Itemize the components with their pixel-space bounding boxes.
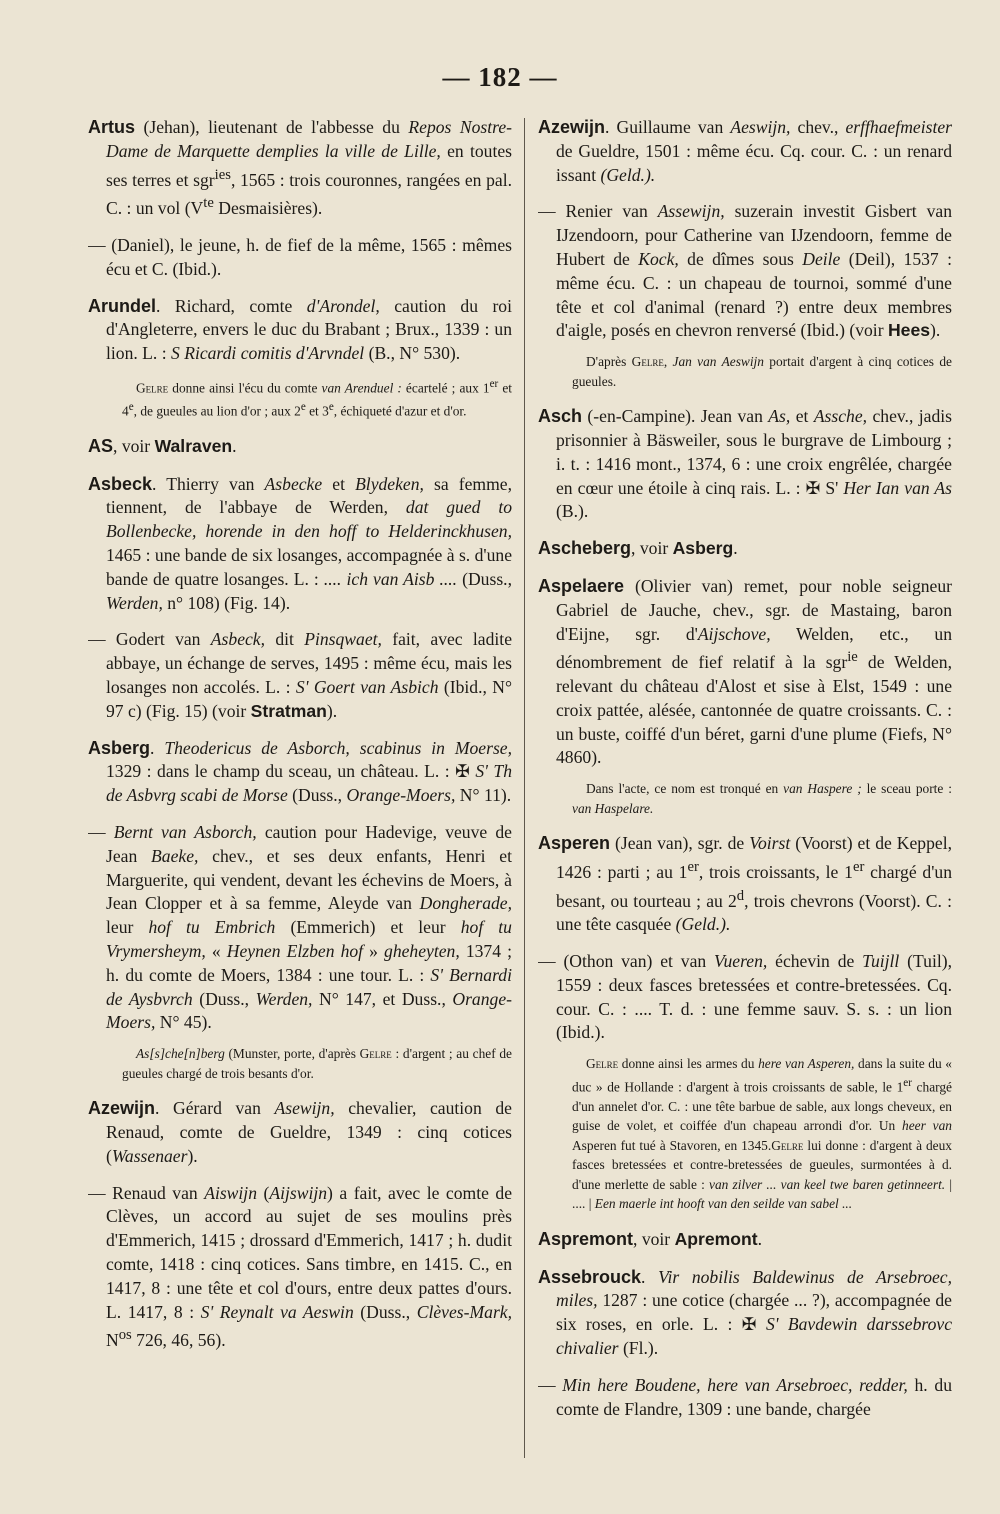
armorial-entry [538, 405, 952, 524]
text-run: ies [214, 166, 231, 183]
text-run: Theodericus de Asborch, scabinus in Moerse, [164, 737, 512, 758]
text-run: 1329 : dans le champ du sceau, un château. L. : ✠ [106, 761, 476, 782]
text-run: S' Th de Asbvrg scabi de Morse [106, 761, 512, 806]
text-run: Her Ian van As [843, 477, 952, 498]
column-divider [524, 118, 525, 1458]
text-run: » [363, 940, 385, 961]
text-run: Gelre [136, 380, 169, 396]
entry-headword: Aspelaere [538, 575, 625, 596]
text-run: de Welden, relevant du château d'Alost et sise à Elst, 1549 : une croix pattée, alésée, cantonnée de quatre croissants. C. : un buste, coiffé d'un béret, garni d'une plume (Fiefs, N° 4860). [556, 652, 952, 768]
text-run: er [687, 858, 699, 875]
text-run: Gelre [359, 1046, 392, 1062]
text-run: Aijschove, [697, 623, 771, 644]
text-run: échevin de [767, 951, 863, 972]
text-run: (Tuil), 1559 : deux fasces bretessées et contre-bretessées. Cq. cour. C. : .... T. d. : une femme sauv. S. s. : un lion (Ibid.). [556, 951, 952, 1043]
text-run: donne ainsi l'écu du comte [168, 380, 322, 396]
text-run: 726, 46, 56). [131, 1330, 226, 1351]
text-run: ). [187, 1145, 198, 1166]
text-run: van Arenduel : [321, 380, 402, 396]
text-run: Werden, [255, 988, 313, 1009]
text-run: e [328, 400, 334, 413]
armorial-entry [538, 832, 952, 937]
text-run: , 1565 : trois couronnes, rangées en pal. C. : un vol (V [106, 169, 512, 219]
text-run: er [489, 377, 499, 390]
text-run: d'Arondel, [306, 295, 380, 316]
text-run: (Emmerich) et leur [275, 917, 461, 938]
sub-entry [88, 1182, 512, 1353]
left-column [88, 116, 512, 1486]
page-number: — 182 — [442, 62, 558, 92]
text-run: van zilver ... van keel twe baren getinneert. [709, 1176, 946, 1192]
text-run: te [203, 195, 214, 212]
text-run: . Guillaume van [605, 117, 731, 137]
text-run: here van Asperen, [758, 1056, 855, 1072]
text-run: , voir [113, 435, 155, 456]
text-run: (Ibid., N° 97 c) (Fig. 15) (voir [106, 677, 512, 721]
right-column [538, 116, 952, 1486]
text-run: er [903, 1076, 912, 1089]
text-run: « [205, 940, 227, 961]
text-run: — (Othon van) et van [538, 951, 715, 972]
entry-headword: Asch [538, 406, 583, 427]
text-run: Asbecke [264, 473, 323, 494]
text-run: dat gued to Bollenbecke, horende in den hoff to Helderinckhusen, [106, 497, 512, 542]
sub-entry [538, 200, 952, 343]
text-run: fait, avec ladite abbaye, un échange de serves, 1495 : même écu, mais les losanges non accolés. L. : [106, 629, 512, 697]
text-run: leur [106, 917, 149, 938]
text-run: Orange-Moers, [346, 785, 456, 806]
text-run: (B., N° 530). [364, 343, 461, 364]
cross-reference: Stratman [250, 700, 327, 721]
text-run: 1465 : une bande de six losanges, accompagnée à s. d'une bande de quatre losanges. L. : [106, 545, 512, 589]
text-run: Aiswijn [204, 1182, 257, 1203]
text-run: (Deil), 1537 : même écu. C. : un chapeau de tournoi, sommé d'une tête et col d'animal (renard ?) entre deux membres d'aigle, posés en chevron renversé (Ibid.) (voir [556, 248, 952, 341]
text-run: (Voorst) et de Keppel, 1426 : parti ; au 1 [556, 833, 952, 882]
text-run: d [736, 887, 745, 904]
text-run: . [232, 435, 237, 456]
text-run: S' Reynalt va Aeswin [200, 1301, 354, 1322]
text-run: dit [265, 629, 305, 650]
cross-reference: Hees [887, 320, 931, 341]
text-run: Baeke, [151, 845, 199, 866]
text-run: S' Bavdewin darssebrovc chivalier [556, 1314, 952, 1358]
text-run: , voir [633, 1228, 675, 1249]
text-run: Orange-Moers, [106, 988, 512, 1033]
footnote-paragraph [88, 1044, 512, 1083]
text-run: chev., [790, 117, 846, 137]
text-run: As[s]che[n]berg [136, 1046, 225, 1062]
text-run: van Haspere ; [783, 781, 862, 797]
sub-entry [88, 234, 512, 282]
text-run: — (Daniel), le jeune, h. de fief de la même, 1565 : mêmes écu et C. (Ibid.). [88, 234, 512, 279]
text-run: (Duss., [353, 1301, 417, 1322]
sub-entry [88, 628, 512, 723]
text-run: Min here Boudene, here van Arsebroec, redder, [562, 1374, 908, 1395]
text-run: Dongherade, [419, 893, 512, 914]
entry-headword: Asberg [88, 737, 151, 758]
text-run: Vir nobilis Baldewinus de Arsebroec, miles, [556, 1266, 952, 1311]
text-run: (Duss., [457, 568, 512, 589]
entry-headword: Asbeck [88, 473, 153, 494]
footnote-paragraph [538, 779, 952, 818]
cross-reference: Walraven [154, 435, 233, 456]
text-run: gheheyten, [384, 940, 460, 961]
armorial-entry [538, 1228, 952, 1252]
text-run: N° 147, et Duss., [312, 988, 453, 1009]
sub-entry [88, 821, 512, 1035]
entry-headword: Arundel [88, 295, 157, 316]
armorial-entry [88, 737, 512, 808]
text-run: sa femme, tiennent, de l'abbaye de Werden, [106, 473, 512, 518]
text-run: chev., et ses deux enfants, Henri et Marguerite, qui vendent, devant les échevins de Moers, à Jean Clopper et à sa femme, Aleyde van [106, 845, 512, 914]
text-run: et 3 [305, 403, 329, 419]
entry-headword: Asperen [538, 833, 611, 854]
entry-headword: Azewijn [538, 117, 606, 137]
footnote-paragraph [538, 352, 952, 391]
text-run: chevalier, caution de Renaud, comte de Gueldre, 1349 : cinq cotices ( [106, 1098, 512, 1166]
text-run: As, [768, 406, 791, 427]
armorial-entry [88, 473, 512, 616]
text-run: e [128, 400, 134, 413]
text-run: heer van [902, 1118, 952, 1134]
text-run: chargé d'un besant, ou tourteau ; au 2 [556, 861, 952, 911]
text-run: le sceau porte : [861, 781, 952, 797]
armorial-entry [88, 295, 512, 366]
footnote-paragraph [538, 1054, 952, 1213]
text-run: (Duss., [192, 988, 256, 1009]
armorial-entry [538, 537, 952, 561]
text-run: Repos Nostre-Dame de Marquette demplies la ville de Lille, [106, 117, 512, 161]
text-run: erffhaefmeister [845, 117, 952, 137]
text-run: Deile [802, 248, 841, 269]
armorial-entry [88, 435, 512, 459]
text-run: os [118, 1327, 132, 1344]
text-run: Gelre [771, 1137, 804, 1153]
cross-reference: Asberg [672, 538, 734, 559]
text-run: de Gueldre, 1501 : même écu. Cq. cour. C. : un renard issant [556, 140, 952, 185]
armorial-entry [88, 1097, 512, 1168]
entry-headword: Ascheberg [538, 538, 632, 559]
entry-headword: Aspremont [538, 1228, 634, 1249]
text-run: . Richard, comte [156, 295, 307, 316]
text-run: caution pour Hadevige, veuve de Jean [106, 821, 512, 866]
text-run: et [790, 406, 814, 427]
text-run: Assewijn, [657, 201, 725, 222]
entry-headword: Assebrouck [538, 1266, 642, 1287]
text-run: (Olivier van) remet, pour noble seigneur Gabriel de Jauche, chev., sgr. de Mastaing, baron d'Eijne, sgr. d' [556, 575, 952, 644]
armorial-entry [538, 575, 952, 770]
text-run: er [852, 858, 865, 875]
text-run: h. du comte de Flandre, 1309 : une bande, chargée [556, 1374, 952, 1419]
text-run: Heynen Elzben hof [226, 940, 364, 961]
text-run: . [641, 1266, 659, 1287]
text-run: Tuijll [862, 951, 900, 972]
text-run: (B.). [556, 501, 589, 522]
text-run: ie [847, 649, 858, 666]
text-run: de dîmes sous [678, 248, 803, 269]
text-run: (Geld.). [600, 164, 656, 185]
text-run: — Godert van [88, 629, 211, 650]
text-run: , trois chevrons (Voorst). C. : une tête casquée [556, 890, 952, 935]
text-run: donne ainsi les armes du [618, 1056, 759, 1072]
text-run: ). [326, 700, 338, 721]
text-run: (Munster, porte, d'après [224, 1046, 360, 1062]
text-run: (-en-Campine). Jean van [582, 406, 769, 427]
text-run: Blydeken, [355, 473, 424, 494]
text-run: — [538, 1374, 563, 1395]
text-run: . [757, 1228, 763, 1249]
entry-headword: Azewijn [88, 1098, 156, 1119]
text-run: Dans l'acte, ce nom est tronqué en [586, 781, 784, 797]
text-run: 1374 ; h. du comte de Moers, 1384 : une tour. L. : [106, 940, 512, 985]
entry-headword: Artus [88, 117, 136, 137]
text-run: (Jean van), sgr. de [610, 833, 750, 854]
text-run: écartelé ; aux 1 [401, 380, 490, 396]
text-run: portait d'argent à cinq cotices de gueules. [572, 354, 952, 389]
text-run: — Renaud van [88, 1182, 205, 1203]
text-run: Welden, etc., un dénombrement de fief relatif à la sgr [556, 623, 952, 673]
text-run: suzerain investit Gisbert van IJzendoorn, pour Catherine van IJzendoorn, femme de Hubert de [556, 201, 952, 269]
cross-reference: Apremont [674, 1228, 758, 1249]
text-run: (Fl.). [618, 1337, 659, 1358]
text-run: | .... | [572, 1176, 952, 1212]
text-run: (Duss., [287, 785, 347, 806]
text-run: ) a fait, avec le comte de Clèves, un accord au sujet de ses moulins près d'Emmerich, 1415 ; drossard d'Emmerich, 1417 ; h. dudit comte, 1418 : cinq cotices. Sans timbre, en 1415. C., en 1417, 8 : une tête et col d'ours, entre deux pattes d'ours. L. 1417, 8 : [106, 1182, 512, 1322]
text-run: n° 108) (Fig. 14). [162, 592, 291, 613]
text-run: Werden, [106, 592, 163, 613]
text-run: S Ricardi comitis d'Arvndel [171, 343, 365, 364]
armorial-entry [538, 116, 952, 187]
text-run: Aijswijn [269, 1182, 328, 1203]
text-run: ). [930, 320, 941, 341]
text-run: hof tu Embrich [148, 917, 276, 938]
text-run: Assche, [813, 406, 868, 427]
text-run: N° 11). [455, 785, 512, 806]
text-run: . Thierry van [152, 473, 265, 494]
text-run: — Renier van [538, 201, 658, 222]
text-run: .... ich van Aisb .... [323, 568, 458, 589]
text-run: Kock, [638, 248, 679, 269]
armorial-entry [88, 116, 512, 221]
text-run: . Gérard van [155, 1098, 275, 1119]
text-run: Gelre [631, 354, 664, 370]
armorial-entry [538, 1266, 952, 1361]
text-run: : d'argent ; au chef de gueules chargé de trois besants d'or. [122, 1046, 512, 1081]
text-run: caution du roi d'Angleterre, envers le duc du Brabant ; Brux., 1339 : un lion. L. : [106, 295, 512, 364]
text-run: dans la suite du « duc » de Hollande : d'argent à trois croissants de sable, le 1 [572, 1056, 952, 1095]
text-run: Pinsqwaet, [304, 629, 382, 650]
text-run: , voir [631, 538, 673, 559]
sub-entry [538, 1374, 952, 1422]
text-run: N° 45). [155, 1012, 212, 1033]
text-run: N [106, 1330, 119, 1351]
text-run: Vueren, [714, 951, 768, 972]
text-run: Voirst [749, 833, 791, 854]
text-run: chargé d'un annelet d'or. C. : une tête barbue de sable, aux longs cheveux, en guise de volet, et coiffée d'un chapeau arrondi d'or. Un [572, 1079, 952, 1134]
text-run: van Haspelare. [572, 800, 654, 816]
text-run: . [733, 538, 738, 559]
text-run: Bernt van Asborch, [113, 821, 257, 842]
text-run: , [663, 354, 673, 370]
text-run: Desmaisières). [213, 198, 323, 219]
text-run: en toutes ses terres et sgr [106, 140, 512, 190]
text-run: ( [257, 1182, 270, 1203]
text-run: — [88, 821, 114, 842]
text-run: (Jehan), lieutenant de l'abbesse du [135, 117, 409, 137]
text-run: Clèves-Mark, [416, 1301, 512, 1322]
text-run: e [300, 400, 306, 413]
text-run: (Geld.). [675, 914, 731, 935]
text-run: lui donne : d'argent à deux fasces bretessées et contre-bretessées de gueules, surmontées à d. d'une merlette de sable : [572, 1137, 952, 1192]
text-run: , trois croissants, le 1 [698, 861, 853, 882]
sub-entry [538, 950, 952, 1045]
text-run: Asewijn, [274, 1098, 335, 1119]
text-run: , de gueules au lion d'or ; aux 2 [133, 403, 301, 419]
text-run: hof tu Vrymersheym, [106, 917, 512, 961]
text-run: Asbeck, [210, 629, 266, 650]
text-run: et 4 [122, 380, 512, 419]
text-run: , échiqueté d'azur et d'or. [333, 403, 467, 419]
text-run: Jan van Aeswijn [672, 354, 764, 370]
text-run: chev., jadis prisonnier à Bäsweiler, sous le burgrave de Limbourg ; i. t. : 1416 mont., 1374, 6 : une croix engrêlée, chargée en cœur une étoile à cinq rais. L. : ✠ S' [556, 406, 952, 498]
text-run: . [150, 737, 165, 758]
text-run: Asperen fut tué à Stavoren, en 1345. [572, 1137, 772, 1153]
text-run: et [322, 473, 356, 494]
footnote-paragraph [88, 375, 512, 421]
text-run: Een maerle int hooft van den seilde van sabel ... [594, 1196, 853, 1212]
text-run: D'après [586, 354, 632, 370]
text-run: Wassenaer [111, 1145, 188, 1166]
text-run: Aeswijn, [730, 117, 791, 137]
text-run: Gelre [586, 1056, 619, 1072]
text-run: S' Bernardi de Aysbvrch [106, 964, 512, 1009]
entry-headword: AS [88, 435, 114, 456]
text-run: 1287 : une cotice (chargée ... ?), accompagnée de six roses, en orle. L. : ✠ [556, 1290, 952, 1335]
text-run: S' Goert van Asbich [295, 677, 439, 697]
